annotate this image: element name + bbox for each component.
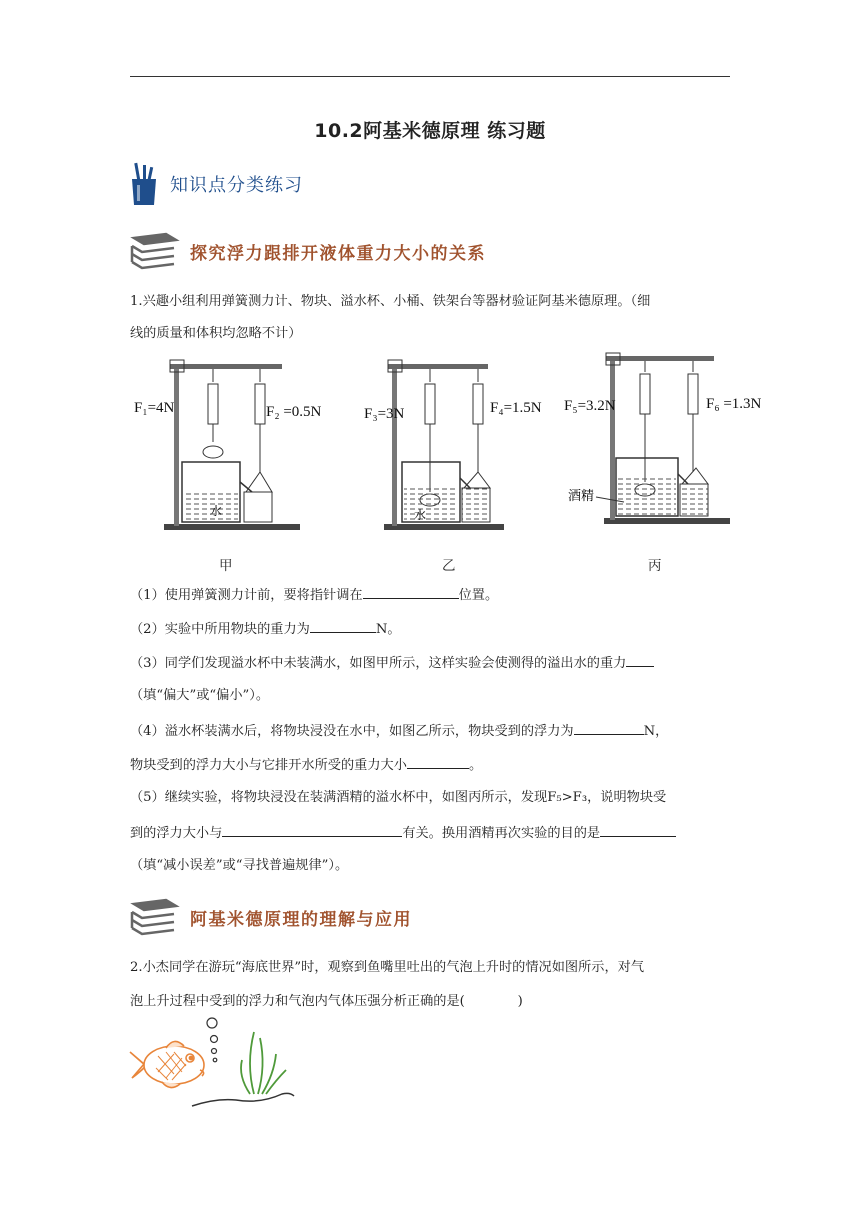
answer-blank[interactable] bbox=[600, 822, 676, 837]
pencil-cup-icon bbox=[128, 161, 160, 207]
answer-blank[interactable] bbox=[626, 652, 654, 667]
section-heading bbox=[128, 160, 303, 208]
q1-part-4-cont: 物块受到的浮力大小与它排开水所受的重力大小 。 bbox=[130, 754, 730, 776]
figure-jia bbox=[164, 360, 300, 530]
figure-jia-liquid: 水 bbox=[210, 504, 223, 518]
books-icon bbox=[128, 230, 180, 272]
caption-jia: 甲 bbox=[219, 558, 233, 574]
figure-bing-f-right: F₆ =1.3N bbox=[706, 396, 762, 412]
answer-blank[interactable] bbox=[310, 618, 376, 633]
q1-intro-line-1: 1.兴趣小组利用弹簧测力计、物块、溢水杯、小桶、铁架台等器材验证阿基米德原理。（细 bbox=[130, 294, 651, 309]
sub-heading-1-title: 探究浮力跟排开液体重力大小的关系 bbox=[190, 243, 486, 264]
figure-bing-f-left: F₅=3.2N bbox=[564, 398, 616, 414]
answer-blank[interactable] bbox=[574, 720, 644, 735]
sub-heading-1 bbox=[128, 230, 486, 272]
q1-part-3-cont: （填“偏大”或“偏小”）。 bbox=[130, 688, 270, 703]
q1-part-2: （2）实验中所用物块的重力为 N。 bbox=[130, 618, 730, 640]
q1-part-3: （3）同学们发现溢水杯中未装满水，如图甲所示，这样实验会使测得的溢出水的重力 bbox=[130, 652, 730, 674]
answer-blank[interactable] bbox=[407, 754, 469, 769]
figure-jia-f-left: F₁=4N bbox=[134, 400, 175, 416]
q2-line-2: 泡上升过程中受到的浮力和气泡内气体压强分析正确的是( ) bbox=[130, 994, 523, 1009]
caption-bing: 丙 bbox=[648, 558, 662, 574]
top-rule bbox=[130, 76, 730, 77]
q1-part-5-end: （填“减小误差”或“寻找普遍规律”）。 bbox=[130, 858, 349, 873]
figure-yi-liquid: 水 bbox=[414, 508, 427, 522]
figure-bing-liquid: 酒精 bbox=[568, 489, 595, 504]
sea-floor bbox=[192, 1093, 294, 1106]
figure-jia-f-right: F₂ =0.5N bbox=[266, 404, 322, 420]
answer-blank[interactable] bbox=[222, 822, 402, 837]
figure-yi bbox=[384, 360, 504, 530]
figure-yi-f-left: F₃=3N bbox=[364, 406, 405, 422]
q1-part-5-cont: 到的浮力大小与 有关。换用酒精再次实验的目的是 bbox=[130, 822, 730, 844]
seaweed bbox=[241, 1032, 286, 1094]
bubbles bbox=[207, 1018, 218, 1062]
books-icon bbox=[128, 896, 180, 938]
caption-yi: 乙 bbox=[442, 558, 456, 574]
fish bbox=[130, 1041, 204, 1087]
figure-yi-f-right: F₄=1.5N bbox=[490, 400, 542, 416]
answer-blank[interactable] bbox=[363, 584, 459, 599]
q1-part-1: （1）使用弹簧测力计前，要将指针调在 位置。 bbox=[130, 584, 730, 606]
section-title: 知识点分类练习 bbox=[170, 175, 303, 196]
experiment-figure bbox=[130, 352, 762, 552]
page-title: 10.2阿基米德原理 练习题 bbox=[314, 120, 546, 142]
sub-heading-2-title: 阿基米德原理的理解与应用 bbox=[190, 909, 412, 930]
q1-part-4: （4）溢水杯装满水后，将物块浸没在水中，如图乙所示，物块受到的浮力为 N， bbox=[130, 720, 730, 742]
q2-line-1: 2.小杰同学在游玩“海底世界”时，观察到鱼嘴里吐出的气泡上升时的情况如图所示，对气 bbox=[130, 960, 644, 975]
sub-heading-2 bbox=[128, 896, 412, 938]
fish-bubble-figure bbox=[126, 1014, 296, 1106]
q1-part-5: （5）继续实验，将物块浸没在装满酒精的溢水杯中，如图丙所示，发现F₅>F₃，说明物块受 bbox=[130, 790, 667, 805]
figure-bing bbox=[596, 353, 730, 524]
q1-intro-line-2: 线的质量和体积均忽略不计） bbox=[130, 326, 302, 341]
